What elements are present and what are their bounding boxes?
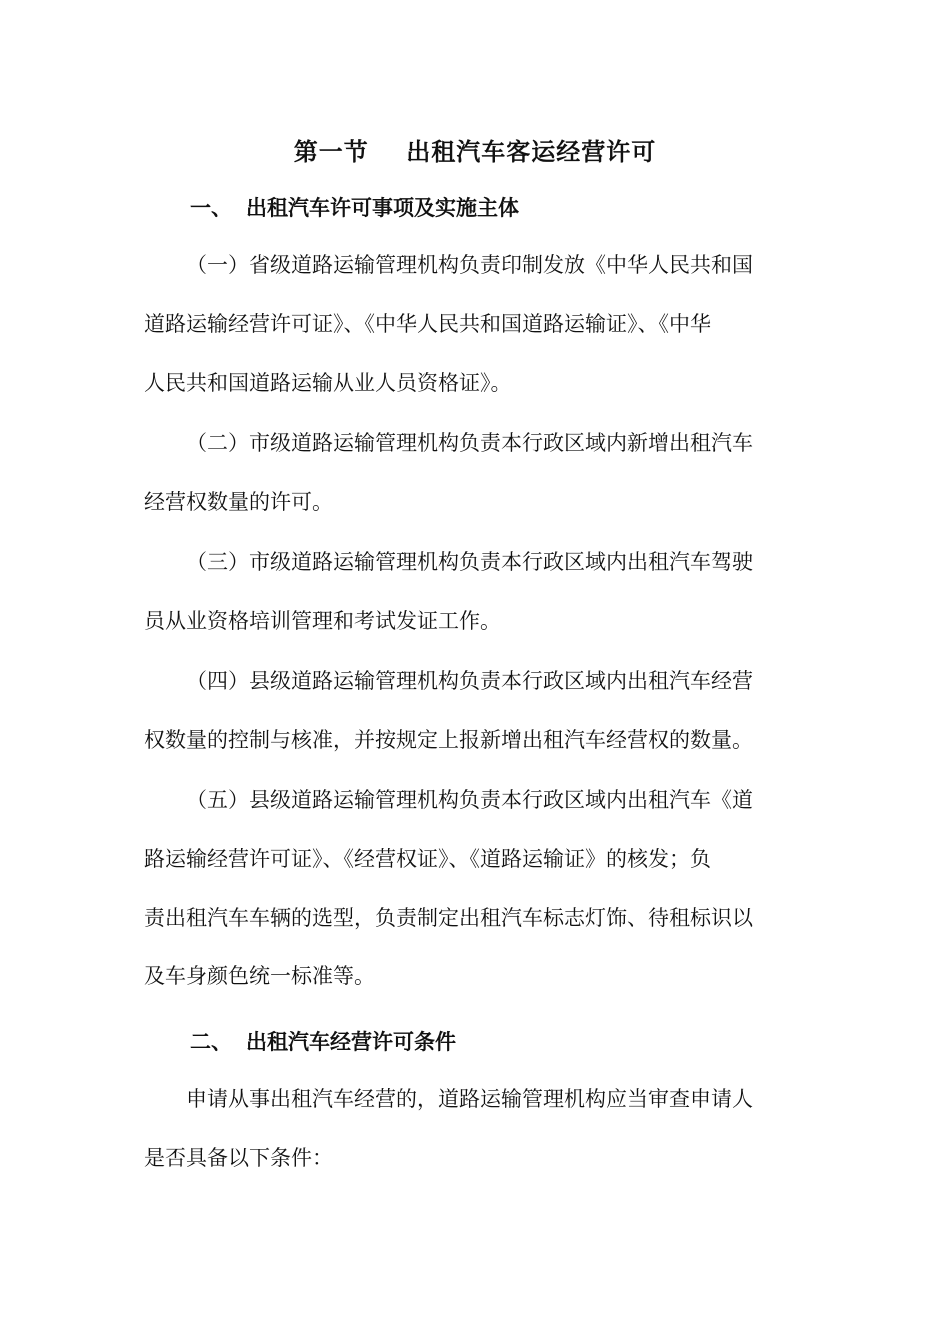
text-line: 是否具备以下条件： xyxy=(144,1145,333,1170)
text-line: 道路运输经营许可证》、《中华人民共和国道路运输证》、《中华 xyxy=(144,311,711,336)
heading-section-1 xyxy=(190,193,519,223)
heading-text: 出租汽车许可事项及实施主体 xyxy=(246,195,519,220)
text-line: 员从业资格培训管理和考试发证工作。 xyxy=(144,608,501,633)
text-line: （三）市级道路运输管理机构负责本行政区域内出租汽车驾驶 xyxy=(186,550,753,574)
text-line: 经营权数量的许可。 xyxy=(144,489,333,514)
paragraph-3 xyxy=(144,533,808,651)
paragraph-1 xyxy=(144,236,808,412)
text-line: （一）省级道路运输管理机构负责印制发放《中华人民共和国 xyxy=(186,253,753,277)
text-line: 权数量的控制与核准，并按规定上报新增出租汽车经营权的数量。 xyxy=(144,727,753,752)
text-line: （五）县级道路运输管理机构负责本行政区域内出租汽车《道 xyxy=(186,788,753,812)
section-title: 第一节 出租汽车客运经营许可 xyxy=(293,137,657,166)
text-line: （四）县级道路运输管理机构负责本行政区域内出租汽车经营 xyxy=(186,669,753,693)
heading-number: 一、 xyxy=(190,195,232,220)
text-line: （二）市级道路运输管理机构负责本行政区域内新增出租汽车 xyxy=(186,431,753,455)
heading-number: 二、 xyxy=(190,1029,232,1054)
paragraph-6 xyxy=(144,1070,808,1188)
heading-text: 出租汽车经营许可条件 xyxy=(246,1029,456,1054)
text-line: 及车身颜色统一标准等。 xyxy=(144,964,375,989)
text-line: 责出租汽车车辆的选型，负责制定出租汽车标志灯饰、待租标识以 xyxy=(144,905,753,930)
paragraph-4 xyxy=(144,652,808,770)
paragraph-2 xyxy=(144,414,808,532)
text-line: 申请从事出租汽车经营的，道路运输管理机构应当审查申请人 xyxy=(186,1087,753,1111)
text-line: 人民共和国道路运输从业人员资格证》。 xyxy=(144,370,512,395)
paragraph-5 xyxy=(144,771,808,1006)
text-line: 路运输经营许可证》、《经营权证》、《道路运输证》的核发；负 xyxy=(144,846,711,871)
heading-section-2 xyxy=(190,1027,456,1057)
